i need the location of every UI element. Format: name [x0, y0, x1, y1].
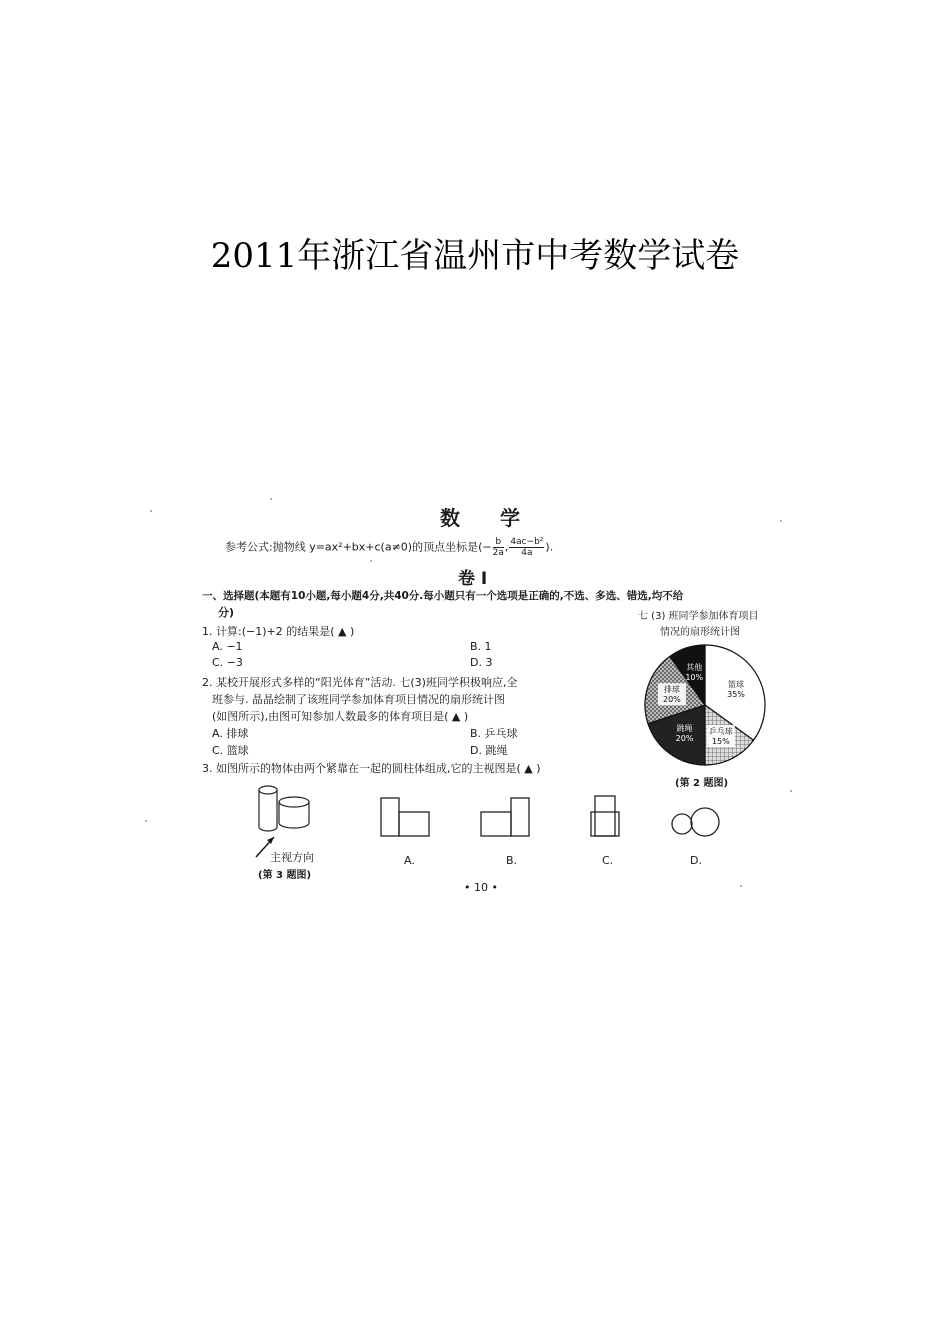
scan-speck: [370, 560, 372, 562]
pie-label-5: 其他: [686, 662, 703, 672]
option-b-figure: [476, 795, 536, 840]
q1-option-d: D. 3: [470, 656, 493, 669]
question-1-stem: 1. 计算:(−1)+2 的结果是( ▲ ): [202, 625, 355, 638]
scan-speck: [740, 885, 742, 887]
option-a-figure: [376, 795, 436, 840]
question-2-stem-line2: 班参与. 晶晶绘制了该班同学参加体育项目情况的扇形统计图: [212, 693, 505, 706]
q2-option-c: C. 篮球: [212, 744, 249, 757]
q2-option-a: A. 排球: [212, 727, 249, 740]
scan-speck: [150, 510, 152, 512]
frac2-denominator: 4a: [521, 548, 533, 558]
pie-label-3: 跳绳: [676, 724, 693, 734]
view-direction-label: 主视方向: [270, 851, 314, 864]
pie-label-1: 篮球: [728, 680, 745, 690]
scan-speck: [270, 498, 272, 500]
pie-label-1: 35%: [727, 690, 745, 700]
section-heading: 一、选择题(本题有10小题,每小题4分,共40分.每小题只有一个选项是正确的,不选、多选、错选,均不给: [202, 590, 684, 602]
option-b-label: B.: [506, 854, 518, 867]
chart-title-line2: 情况的扇形统计图: [660, 627, 740, 638]
scan-speck: [145, 820, 147, 822]
frac2-numerator: 4ac−b²: [510, 537, 544, 547]
pie-label-4: 排球: [663, 685, 680, 695]
option-c-label: C.: [602, 854, 614, 867]
formula-suffix: ).: [545, 540, 554, 554]
pie-label-3: 20%: [675, 734, 694, 744]
question-2-stem-line3: (如图所示),由图可知参加人数最多的体育项目是( ▲ ): [212, 710, 469, 723]
pie-label-2: 乒乓球: [708, 727, 733, 737]
q1-option-b: B. 1: [470, 640, 492, 653]
q2-option-d: D. 跳绳: [470, 744, 508, 757]
formula-separator: ,: [504, 540, 509, 554]
volume-label: 卷 Ⅰ: [458, 569, 488, 589]
option-c-figure: [586, 793, 626, 841]
formula-fraction-2: [509, 537, 544, 558]
formula-prefix: 参考公式:抛物线 y=ax²+bx+c(a≠0)的顶点坐标是(−: [225, 540, 492, 554]
reference-formula: [225, 537, 553, 558]
option-a-label: A.: [404, 854, 415, 867]
subject-heading: 数学: [440, 506, 560, 530]
scan-speck: [780, 520, 782, 522]
q1-option-c: C. −3: [212, 656, 243, 669]
frac1-denominator: 2a: [492, 548, 504, 558]
pie-label-4: 20%: [663, 695, 681, 705]
question-3-stem: 3. 如图所示的物体由两个紧靠在一起的圆柱体组成,它的主视图是( ▲ ): [202, 762, 541, 775]
pie-label-2: 15%: [711, 737, 730, 747]
scanned-exam-image: [140, 490, 800, 900]
pie-chart: [640, 640, 770, 770]
page-number: • 10 •: [464, 881, 498, 894]
option-d-figure: [666, 805, 726, 841]
q2-option-b: B. 乒乓球: [470, 727, 518, 740]
question-3-figure-caption: (第 3 题图): [258, 870, 312, 881]
formula-fraction-1: [493, 537, 504, 558]
pie-label-5: 10%: [685, 672, 704, 682]
cylinders-solid-figure: [240, 780, 330, 860]
section-heading-continued: 分): [218, 606, 235, 619]
document-title: 2011年浙江省温州市中考数学试卷: [210, 236, 740, 276]
q1-option-a: A. −1: [212, 640, 243, 653]
option-d-label: D.: [690, 854, 702, 867]
question-2-stem-line1: 2. 某校开展形式多样的“阳光体育”活动. 七(3)班同学积极响应,全: [202, 676, 518, 689]
chart-caption: (第 2 题图): [675, 778, 729, 789]
frac1-numerator: b: [493, 537, 504, 548]
scan-speck: [790, 790, 792, 792]
chart-title-line1: 七 (3) 班同学参加体育项目: [638, 611, 759, 622]
